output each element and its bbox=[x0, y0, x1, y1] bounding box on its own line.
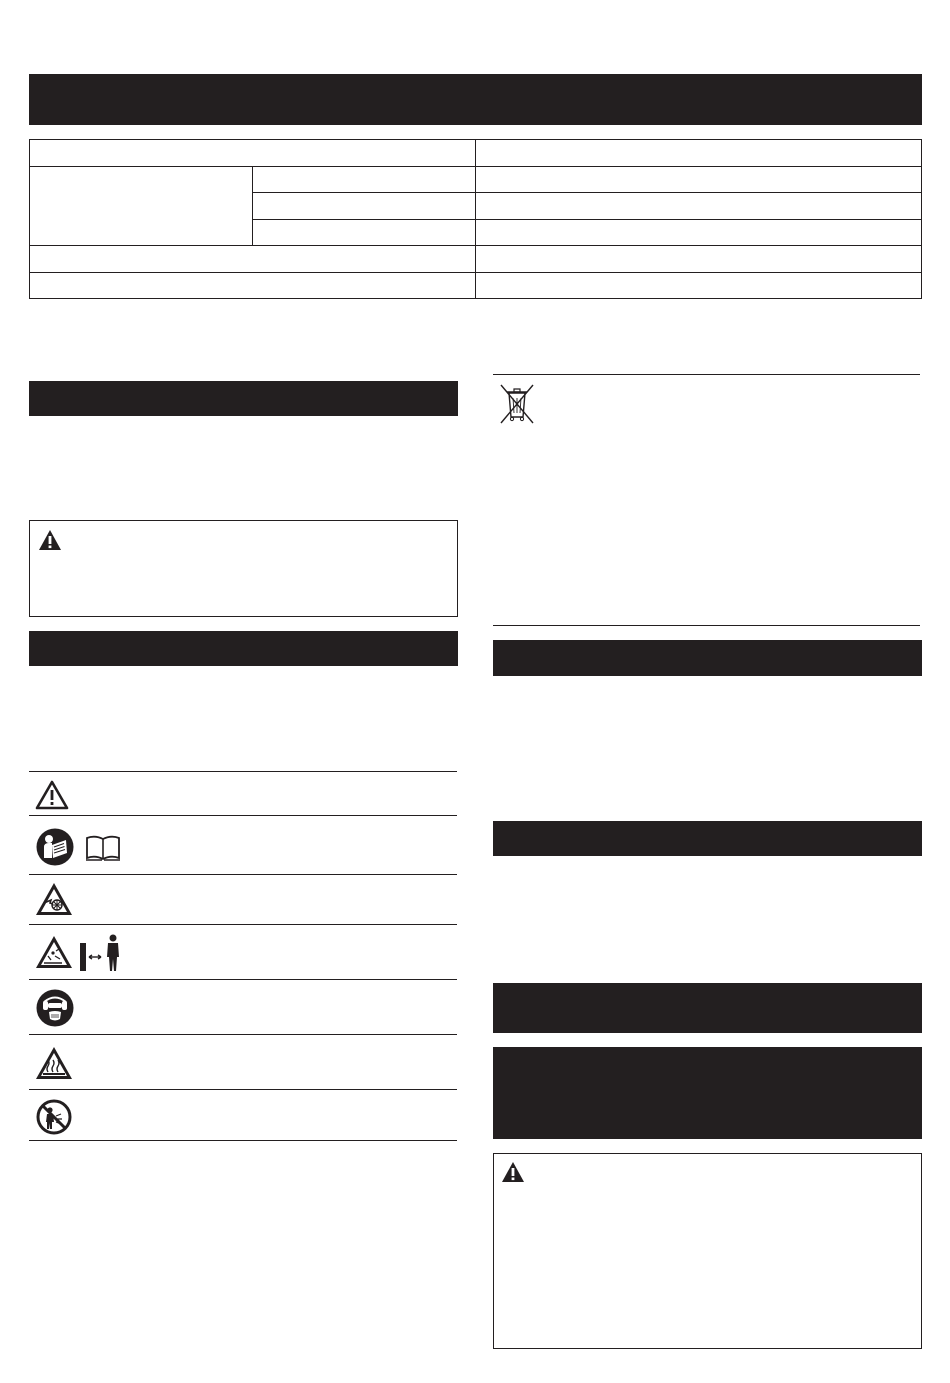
section-heading-5 bbox=[493, 983, 922, 1033]
list-item bbox=[29, 1035, 457, 1089]
table-row-line bbox=[30, 245, 921, 246]
weee-bottom-rule bbox=[493, 625, 920, 626]
open-book-icon bbox=[85, 834, 121, 862]
table-row-line bbox=[252, 192, 921, 193]
section-heading-1 bbox=[29, 381, 458, 416]
no-bystanders-icon bbox=[36, 1099, 72, 1135]
warning-box-right bbox=[493, 1153, 922, 1349]
flying-objects-hazard-icon bbox=[34, 934, 74, 970]
caution-triangle-icon bbox=[35, 780, 69, 810]
list-item bbox=[29, 980, 457, 1034]
section-heading-4 bbox=[493, 821, 922, 856]
table-row bbox=[36, 145, 466, 163]
bystander-distance-icon bbox=[79, 933, 123, 973]
section-heading-2 bbox=[29, 631, 458, 666]
rotating-fan-hazard-icon bbox=[34, 881, 74, 917]
list-item bbox=[29, 772, 457, 815]
top-banner bbox=[29, 74, 922, 125]
symbol-row-line bbox=[29, 1140, 457, 1141]
table-row-line bbox=[252, 219, 921, 220]
list-item bbox=[29, 1090, 457, 1140]
warning-triangle-icon bbox=[501, 1161, 525, 1183]
table-divider bbox=[252, 167, 253, 246]
read-manual-icon bbox=[36, 828, 74, 866]
eye-ear-protection-icon bbox=[36, 989, 74, 1027]
symbol-table bbox=[29, 771, 457, 1141]
table-row-line bbox=[30, 166, 921, 167]
list-item bbox=[29, 875, 457, 924]
crossed-out-bin-icon bbox=[499, 383, 535, 425]
list-item bbox=[29, 925, 457, 979]
section-heading-3 bbox=[493, 640, 922, 676]
weee-top-rule bbox=[493, 374, 920, 375]
table-row-line bbox=[30, 272, 921, 273]
warning-box-left bbox=[29, 520, 458, 617]
list-item bbox=[29, 816, 457, 874]
section-heading-6 bbox=[493, 1047, 922, 1139]
hot-surface-hazard-icon bbox=[34, 1045, 74, 1081]
warning-triangle-icon bbox=[38, 529, 62, 551]
spec-table bbox=[29, 139, 922, 299]
table-row bbox=[482, 145, 912, 163]
